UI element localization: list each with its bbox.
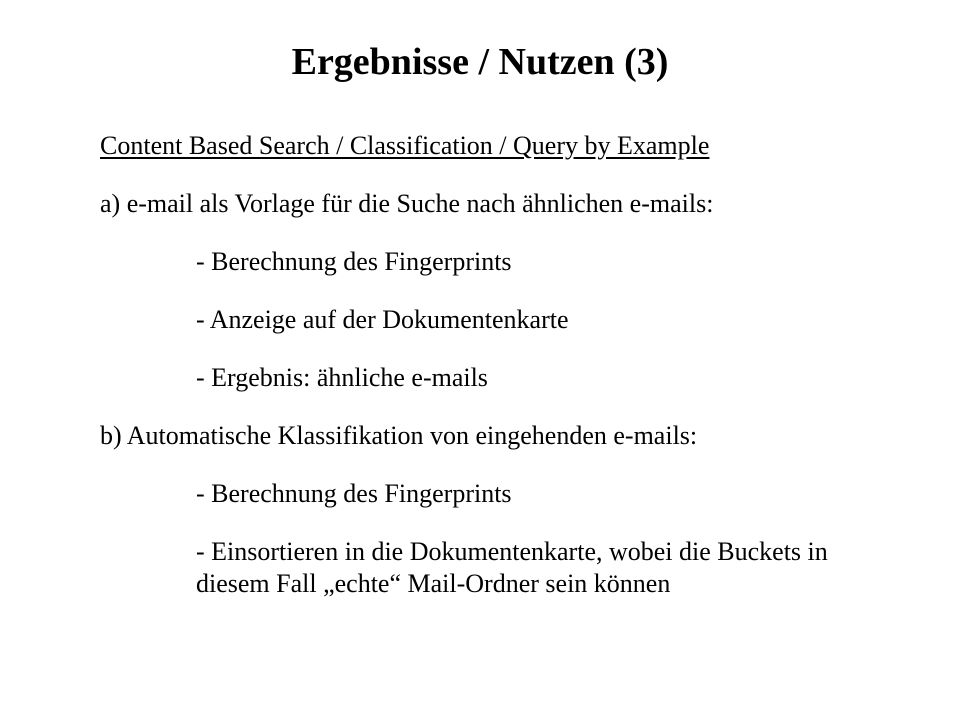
list-item-a: a) e-mail als Vorlage für die Suche nach ähnlichen e-mails: <box>100 189 714 218</box>
list-item-b-bullet-1: - Berechnung des Fingerprints <box>196 479 512 508</box>
slide-title: Ergebnisse / Nutzen (3) <box>291 41 669 83</box>
section-heading: Content Based Search / Classification / Query by Example <box>100 131 710 160</box>
list-item-b-bullet-2: - Einsortieren in die Dokumentenkarte, wobei die Buckets in diesem Fall „echte“ Mail-Ordner sein können <box>196 537 828 598</box>
list-item-a-bullet-2: - Anzeige auf der Dokumentenkarte <box>196 305 569 334</box>
list-item-b: b) Automatische Klassifikation von eingehenden e-mails: <box>100 421 698 450</box>
list-item-a-bullet-1: - Berechnung des Fingerprints <box>196 247 512 276</box>
list-item-a-bullet-3: - Ergebnis: ähnliche e-mails <box>196 363 488 392</box>
